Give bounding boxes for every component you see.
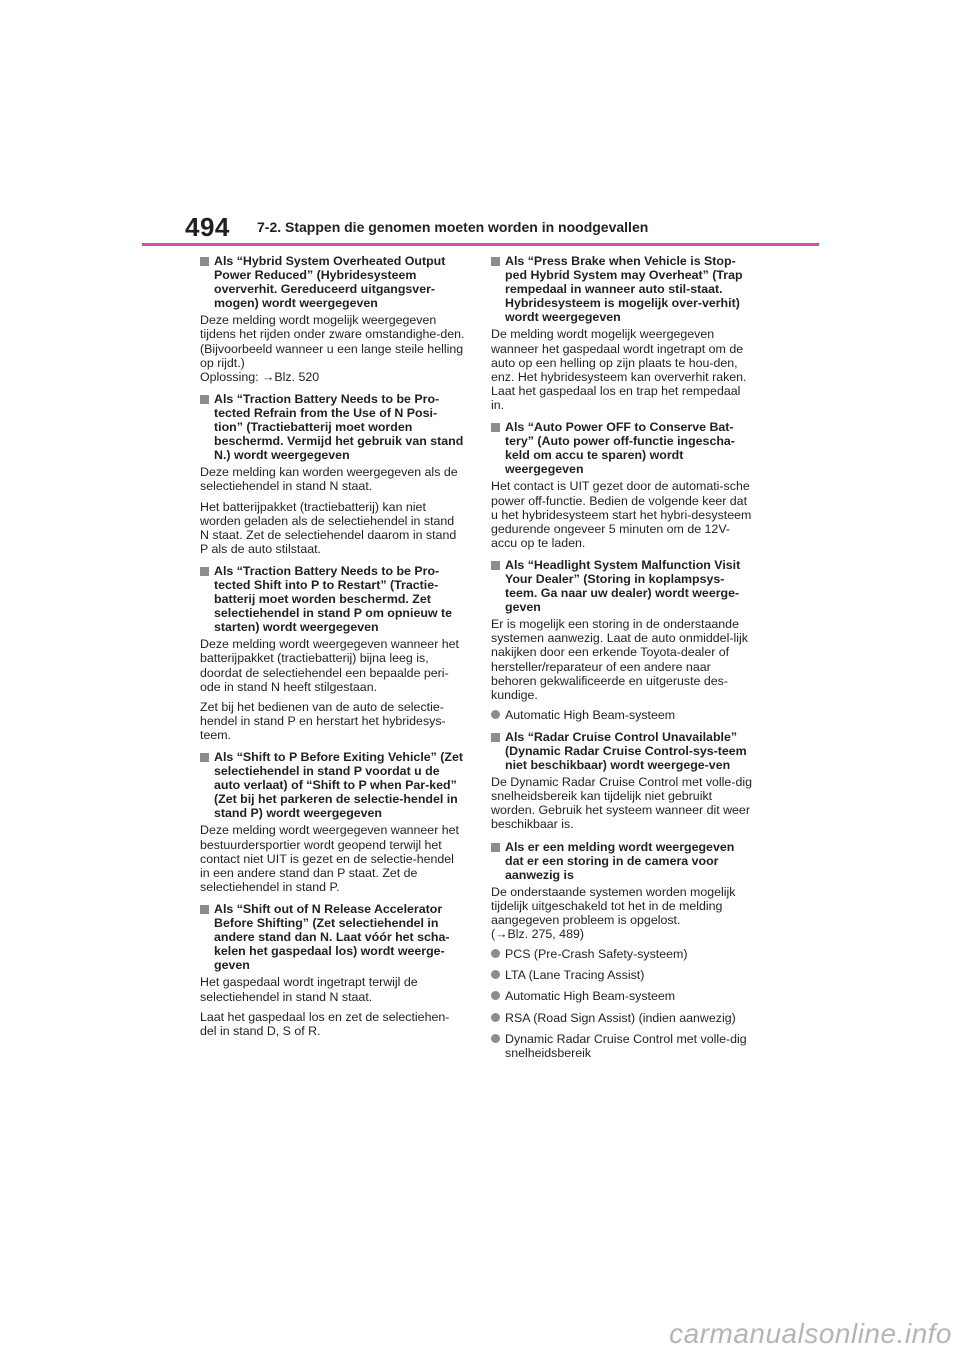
section-heading <box>491 730 756 772</box>
section <box>491 558 756 722</box>
section-heading <box>200 902 465 972</box>
square-bullet-icon <box>491 733 500 742</box>
watermark: carmanualsonline.info <box>669 1318 952 1349</box>
square-bullet-icon <box>491 843 500 852</box>
square-bullet-icon <box>200 905 209 914</box>
section <box>491 730 756 832</box>
bullet-text: Automatic High Beam-systeem <box>505 989 676 1004</box>
section <box>200 750 465 894</box>
paragraph: Deze melding wordt weergegeven wanneer het bestuurdersportier wordt geopend terwijl het contact niet UIT is gezet en de selectie-hendel in een andere stand dan P staat. Zet de selectiehendel in stand P. <box>200 823 459 894</box>
square-bullet-icon <box>200 257 209 266</box>
circle-bullet-icon <box>491 710 500 719</box>
square-bullet-icon <box>491 257 500 266</box>
section <box>200 902 465 1038</box>
bullet-item <box>491 1032 756 1060</box>
circle-bullet-icon <box>491 949 500 958</box>
section <box>491 840 756 1060</box>
square-bullet-icon <box>200 395 209 404</box>
section-heading <box>491 420 756 476</box>
paragraph: De onderstaande systemen worden mogelijk tijdelijk uitgeschakeld tot het in de melding aangegeven probleem is opgelost. (→Blz. 275, 489) <box>491 884 736 942</box>
section-heading <box>200 254 465 310</box>
paragraph: Laat het gaspedaal los en zet de selectiehen-del in stand D, S of R. <box>200 1009 450 1038</box>
bullet-text: RSA (Road Sign Assist) (indien aanwezig) <box>505 1010 736 1025</box>
square-bullet-icon <box>491 423 500 432</box>
paragraph: Het contact is UIT gezet door de automati-sche power off-functie. Bedien de volgende keer dat u het hybridesysteem start het hybri-desysteem gedurende ongeveer 5 minuten om de 12V-accu op te laden. <box>491 479 752 550</box>
bullet-text: Dynamic Radar Cruise Control met volle-dig snelheidsbereik <box>505 1031 747 1060</box>
section-heading-text: Als “Traction Battery Needs to be Pro-tected Refrain from the Use of N Posi-tion” (Tractiebatterij moet worden beschermd. Vermijd het gebruik van stand N.) wordt weergegeven <box>214 391 464 463</box>
circle-bullet-icon <box>491 1034 500 1043</box>
circle-bullet-icon <box>491 991 500 1000</box>
section-heading-text: Als “Headlight System Malfunction Visit Your Dealer” (Storing in koplampsys-teem. Ga naar uw dealer) wordt weerge-geven <box>505 557 741 615</box>
bullet-text: Automatic High Beam-systeem <box>505 707 676 722</box>
section-heading-text: Als “Press Brake when Vehicle is Stop-ped Hybrid System may Overheat” (Trap rempedaal in wanneer auto stil-staat. Hybridesysteem is mogelijk over-verhit) wordt weergegeven <box>505 254 743 325</box>
section-heading-text: Als “Shift to P Before Exiting Vehicle” (Zet selectiehendel in stand P voordat u de auto verlaat) of “Shift to P when Par-ked” (Zet bij het parkeren de selectie-hendel in stand P) wordt weergegeven <box>214 750 464 821</box>
section-heading <box>200 392 465 462</box>
section <box>200 392 465 556</box>
paragraph: Zet bij het bedienen van de auto de selectie-hendel in stand P en herstart het hybridesys-teem. <box>200 699 446 742</box>
section-heading-text: Als “Hybrid System Overheated Output Power Reduced” (Hybridesysteem oververhit. Gereduceerd uitgangsver-mogen) wordt weergegeven <box>214 254 446 311</box>
section-heading-text: Als “Shift out of N Release Accelerator Before Shifting” (Zet selectiehendel in andere stand dan N. Laat vóór het scha-kelen het gaspedaal los) wordt weerge-geven <box>214 901 450 973</box>
section <box>491 254 756 412</box>
square-bullet-icon <box>200 567 209 576</box>
section-heading <box>200 750 465 820</box>
section-heading <box>491 558 756 614</box>
section-heading <box>200 564 465 634</box>
section-heading-text: Als “Radar Cruise Control Unavailable” (Dynamic Radar Cruise Control-sys-teem niet beschikbaar) wordt weergege-ven <box>505 729 747 773</box>
square-bullet-icon <box>491 561 500 570</box>
section-heading <box>491 254 756 324</box>
section-heading-text: Als er een melding wordt weergegeven dat er een storing in de camera voor aanwezig is <box>505 839 735 882</box>
square-bullet-icon <box>200 753 209 762</box>
paragraph: Er is mogelijk een storing in de onderstaande systemen aanwezig. Laat de auto onmiddel-lijk nakijken door een erkende Toyota-dealer of hersteller/reparateur of een andere naar behoren gekwalificeerde en uitgeruste des-kundige. <box>491 617 748 702</box>
bullet-item <box>491 708 756 722</box>
paragraph: Het gaspedaal wordt ingetrapt terwijl de selectiehendel in stand N staat. <box>200 975 418 1004</box>
paragraph: Deze melding wordt weergegeven wanneer het batterijpakket (tractiebatterij) bijna leeg is, doordat de selectiehendel een bepaalde peri-ode in stand N heeft stilgestaan. <box>200 637 459 694</box>
bullet-item <box>491 968 756 982</box>
chapter-title: 7-2. Stappen die genomen moeten worden in noodgevallen <box>257 219 649 235</box>
page-number: 494 <box>185 212 230 242</box>
section <box>491 420 756 550</box>
paragraph: Deze melding wordt mogelijk weergegeven tijdens het rijden onder zware omstandighe-den. (Bijvoorbeeld wanneer u een lange steile helling op rijdt.) Oplossing: →Blz. 520 <box>200 313 465 384</box>
paragraph: De melding wordt mogelijk weergegeven wanneer het gaspedaal wordt ingetrapt om de auto op een helling op zijn plaats te hou-den, enz. Het hybridesysteem kan oververhit raken. Laat het gaspedaal los en trap het rempedaal in. <box>491 327 747 412</box>
paragraph: De Dynamic Radar Cruise Control met volle-dig snelheidsbereik kan tijdelijk niet gebruikt worden. Gebruik het systeem wanneer dit weer beschikbaar is. <box>491 775 752 832</box>
paragraph: Deze melding kan worden weergegeven als de selectiehendel in stand N staat. <box>200 465 458 494</box>
circle-bullet-icon <box>491 970 500 979</box>
paragraph: Het batterijpakket (tractiebatterij) kan niet worden geladen als de selectiehendel in stand N staat. Zet de selectiehendel daarom in stand P als de auto stilstaat. <box>200 499 457 556</box>
section-heading <box>491 840 756 882</box>
bullet-item <box>491 989 756 1003</box>
bullet-text: LTA (Lane Tracing Assist) <box>505 968 645 983</box>
bullet-text: PCS (Pre-Crash Safety-systeem) <box>505 947 688 962</box>
circle-bullet-icon <box>491 1013 500 1022</box>
bullet-item <box>491 947 756 961</box>
section <box>200 564 465 742</box>
bullet-item <box>491 1011 756 1025</box>
left-column <box>200 254 465 1046</box>
right-column <box>491 254 756 1068</box>
section-heading-text: Als “Auto Power OFF to Conserve Bat-tery” (Auto power off-functie ingescha-keld om accu te sparen) wordt weergegeven <box>505 420 735 477</box>
section-heading-text: Als “Traction Battery Needs to be Pro-tected Shift into P to Restart” (Tractie-batterij moet worden beschermd. Zet selectiehendel in stand P om opnieuw te starten) wordt weergegeven <box>214 563 452 635</box>
section <box>200 254 465 384</box>
header-divider <box>142 243 819 246</box>
